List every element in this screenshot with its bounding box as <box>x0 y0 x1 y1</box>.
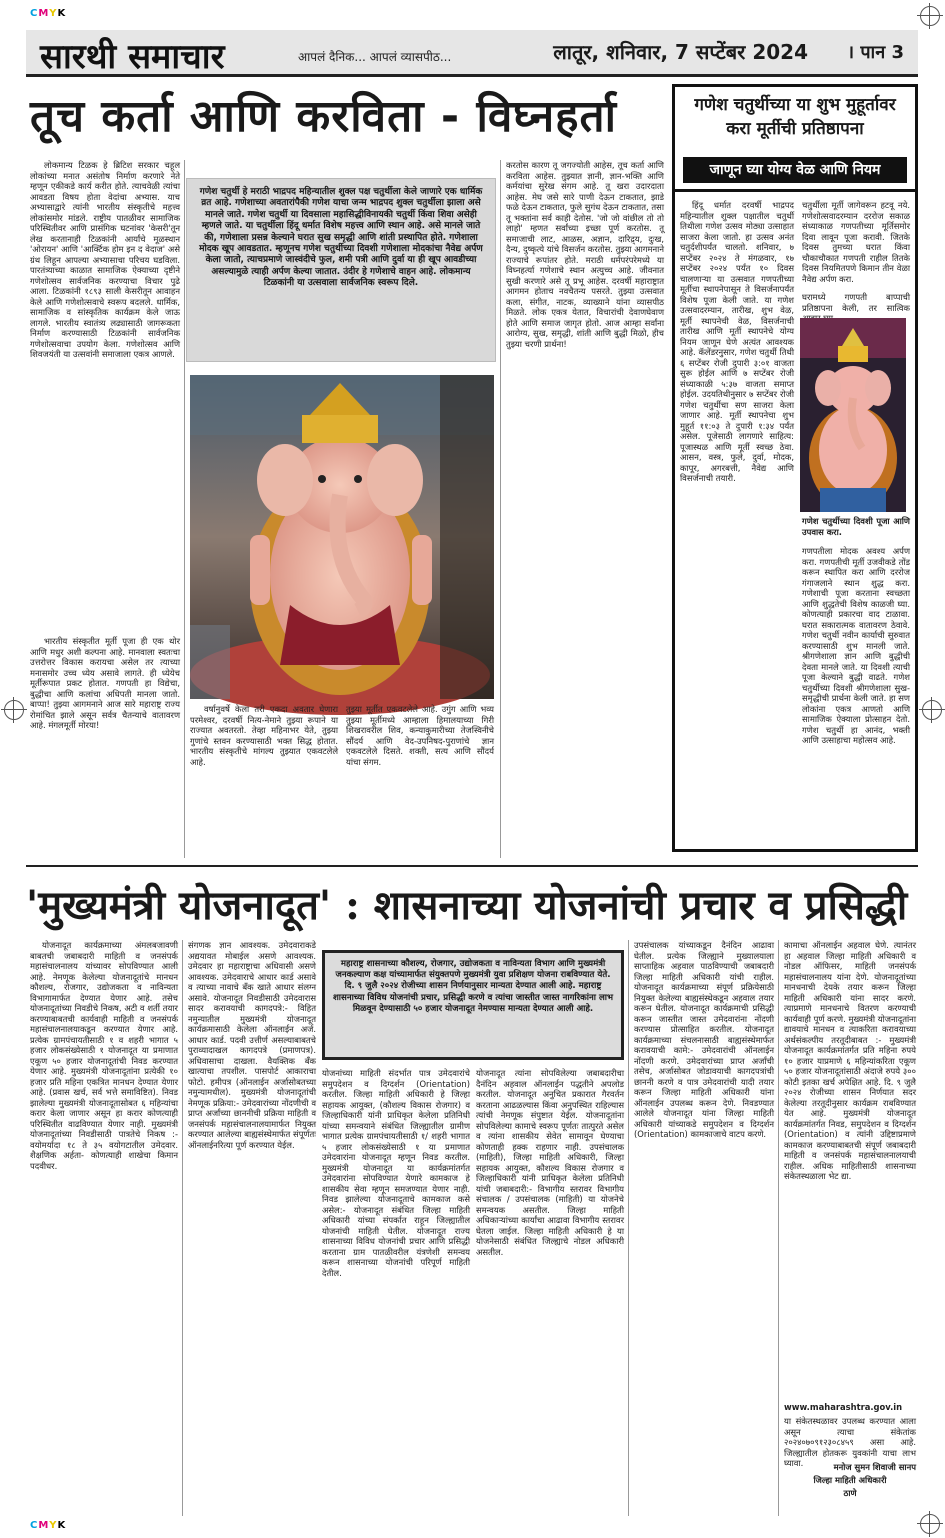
article1-column-3: करतोस कारण तू जगज्योती आहेस, तूच कर्ता आणि करविता आहेस. तुझ्यात ज्ञानी, ज्ञान-भक्ति आणि कर्मयांचा सुरेख संगम आहे. तू खरा उदारदाता आहेस. मेघ जसे सारे पाणी देऊन टाकतात, झाडे फळे देऊन टाकतात, फुले सुगंध देऊन टाकतात, तसा तू भक्तांना सर्व काही देतोस. 'जो जो वांछील तो तो लाहो' म्हणत सर्वांच्या इच्छा पूर्ण करतोस. तू समाजाची लाट, आळस, अज्ञान, दारिद्र्य, दुःख, दैन्य, दुष्कृत्ये यांचे विसर्जन करतोस. तुझ्या आगमनाने राज्याचे रूपांतर होते. मराठी धर्मपरंपरेमध्ये या विघ्नहर्त्या गणेशाचे स्थान अत्युच्च आहे. जीवनात सुखी करणारे असे तू प्रभू आहेस. दरवर्षी महाराष्ट्रात आगमन होताच नवचैतन्य पसरते. तुझ्या उत्सवात कला, संगीत, नाटक, व्याख्याने यांना व्यासपीठ मिळते. लोक एकत्र येतात, विचारांची देवाणघेवाण होते आणि समाज जागृत होतो. आज आम्हा सर्वांना आरोग्य, सुख, समृद्धी, शांती आणि बुद्धी मिळो, हीच तुझ्या चरणी प्रार्थना! <box>506 160 664 349</box>
ganesh-idol-small-photo <box>800 318 906 512</box>
newspaper-tagline: आपलं दैनिक... आपलं व्यासपीठ... <box>298 50 452 64</box>
issue-date: लातूर, शनिवार, 7 सप्टेंबर 2024 <box>553 40 808 64</box>
column-divider <box>778 940 779 1516</box>
masthead <box>26 30 918 77</box>
author-title: जिल्हा माहिती अधिकारी <box>813 1475 887 1485</box>
ganesh-box-subtitle: जाणून घ्या योग्य वेळ आणि नियम <box>683 157 907 183</box>
article2-column-6: कामाचा ऑनलाईन अहवाल घेणे. त्यानंतर हा अहवाल जिल्हा माहिती अधिकारी व नोडल ऑफिसर, माहिती जनसंपर्क महासंचालनालय यांना देणे. योजनादूतांच्या मानधनाची देयके तयार करून जिल्हा माहिती अधिकारी यांना सादर करणे. त्याप्रमाणे मानधनाचे वितरण करण्याची कार्यवाही पूर्ण करणे. मुख्यमंत्री योजनादूतांना द्यावयाचे मानधन व त्याकरिता करावयाच्या अर्थसंकल्पीय तरतूदीबाबत :- मुख्यमंत्री योजनादूत कार्यक्रमांतर्गत प्रति महिना रुपये १० हजार याप्रमाणे ६ महिन्यांकरिता एकूण ५० हजार योजनादूतांसाठी अंदाजे रुपये ३०० कोटी इतका खर्च अपेक्षित आहे. दि. ९ जुलै २०२४ रोजीच्या शासन निर्णयात सदर केलेल्या तरतूदीनुसार कार्यक्रम राबविण्यात येत आहे. मुख्यमंत्री योजनादूत कार्यक्रमांतर्गत निवड, समुपदेशन व दिग्दर्शन (Orientation) व त्यांनी उद्दिष्टाप्रमाणे कामकाज करण्याबाबतची संपूर्ण जबाबदारी माहिती व जनसंपर्क महासंचालनालयाची राहील. अधिक माहितीसाठी शासनाच्या संकेतस्थळाला भेट द्या. <box>784 940 916 1181</box>
article2-column-3: योजनांच्या माहिती संदर्भात पात्र उमेदवारांचे समुपदेशन व दिग्दर्शन (Orientation) करतील. जिल्हा माहिती अधिकारी हे जिल्हा सहायक आयुक्त, (कौशल्य विकास रोजगार) व जिल्हाधिकारी यांनी प्राधिकृत केलेला प्रतिनिधी यांच्या समन्वयाने संबंधित जिल्ह्यातील ग्रामीण भागात प्रत्येक ग्रामपंचायतीसाठी १/ शहरी भागात ५ हजार लोकसंख्येसाठी १ या प्रमाणात उमेदवारांना योजनादूत म्हणून निवड करतील. मुख्यमंत्री योजनादूत या कार्यक्रमांतर्गत उमेदवारांना सोपविण्यात येणारे कामकाज हे शासकीय सेवा म्हणून समजण्यात येणार नाही. निवड झालेल्या योजनादूताचे कामकाज कसे असेल:- योजनादूत संबंधित जिल्हा माहिती अधिकारी यांच्या संपर्कात राहून जिल्ह्यातील योजनांची माहिती घेतील. योजनादूत राज्य शासनाच्या विविध योजनांची प्रचार आणि प्रसिद्धी करताना ग्राम पातळीवरील यंत्रणेशी समन्वय करून शासनाच्या योजनांची परिपूर्ण माहिती देतील. <box>322 1068 470 1278</box>
column-divider <box>182 940 183 1516</box>
registration-mark-icon <box>920 1514 940 1534</box>
column-divider <box>184 160 185 858</box>
article2-column-4: योजनादूत त्यांना सोपविलेल्या जबाबदारीचा दैनंदिन अहवाल ऑनलाईन पद्धतीने अपलोड करतील. योजनादूत अनुचित प्रकारात गैरवर्तन करताना आढळल्यास किंवा अनुपस्थित राहिल्यास त्यांची नेमणूक संपुष्टात येईल. योजनादूतांना सोपविलेल्या कामाचे स्वरूप पूर्णतः तात्पुरते असेल व त्यांना शासकीय सेवेत सामावून घेण्याचा कोणताही हक्क राहणार नाही. उपसंचालक (माहिती), जिल्हा माहिती अधिकारी, जिल्हा सहायक आयुक्त, कौशल्य विकास रोजगार व जिल्हाधिकारी यांनी प्राधिकृत केलेला प्रतिनिधी यांची जबाबदारी:- विभागीय स्तरावर विभागीय संचालक / उपसंचालक (माहिती) या योजनेचे समन्वयक असतील. जिल्हा माहिती अधिकाऱ्यांच्या कार्यांचा आढावा विभागीय स्तरावर घेतला जाईल. जिल्हा माहिती अधिकारी हे या योजनेसाठी संबंधित जिल्ह्याचे नोडल अधिकारी असतील. <box>476 1068 624 1257</box>
article1-column-2a: वर्षानुवर्षे केला तरी एकदा अवतार घेणारा परमेश्वर, दरवर्षी नित्य-नेमाने तुझ्या रूपाने या राज्यात अवतरतो. तेव्हा महिनाभर येते, तुझ्या गुणांचे स्तवन करण्यासाठी भक्त सिद्ध होतात. भारतीय संस्कृतीचे मांगल्य तुझ्यात एकवटलेले आहे. <box>190 704 338 767</box>
ganesh-box-column-b2: घरामध्ये गणपती बाप्पाची प्रतिष्ठापना केली, तर सात्विक <box>802 292 910 313</box>
page-number: । पान 3 <box>847 42 904 63</box>
author-name: मनोज सुमन शिवाजी सानप <box>833 1462 916 1472</box>
column-divider <box>628 940 629 1516</box>
ganesh-box-column-a: हिंदू धर्मात दरवर्षी भाद्रपद महिन्यातील शुक्ल पक्षातील चतुर्थी तिथीला गणेश उत्सव मोठ्या उत्साहात साजरा केला जातो. हा उत्सव अनंत चतुर्दशीपर्यंत चालतो. शनिवार, ७ सप्टेंबर २०२४ ते मंगळवार, १७ सप्टेंबर २०२४ पर्यंत १० दिवस चालणाऱ्या या उत्सवात गणपतीच्या मूर्तीचा स्थापनेपासून ते विसर्जनापर्यंत विशेष पूजा केली जाते. या गणेश उत्सवादरम्यान, तारीख, शुभ वेळ, मूर्ती स्थापनेची वेळ, विसर्जनाची तारीख आणि मूर्ती स्थापनेचे योग्य नियम जाणून घेणे अत्यंत आवश्यक आहे. कॅलेंडरनुसार, गणेश चतुर्थी तिथी ६ सप्टेंबर रोजी दुपारी ३:०१ वाजता सुरू होईल आणि ७ सप्टेंबर रोजी संध्याकाळी ५:३७ वाजता समाप्त होईल. उदयतिथीनुसार ७ सप्टेंबर रोजी गणेश चतुर्थीचा सण साजरा केला जाणार आहे. मूर्ती स्थापनेचा शुभ मुहूर्त ११:०३ ते दुपारी १:३४ पर्यंत असेल. पूजेसाठी लागणारे साहित्य: पूजास्थळ आणि मूर्ती स्वच्छ ठेवा. आसन, वस्त्र, फुले, दुर्वा, मोदक, कापूर, अगरबत्ती, नैवेद्य आणि विसर्जनाची तयारी. <box>680 200 794 483</box>
cmyk-mark-bottom: CMYK <box>30 1520 67 1531</box>
article2-column-1: योजनादूत कार्यक्रमाच्या अंमलबजावणी बाबतची जबाबदारी माहिती व जनसंपर्क महासंचालनालय यांच्यावर सोपविण्यात आली आहे. नेमणूक केलेल्या योजनादूतांचे मानधन कौशल्य, रोजगार, उद्योजकता व नाविन्यता विभागामार्फत देण्यात येणार आहे. तसेच योजनादूतांच्या निवडीचे निकष, अटी व शर्ती तयार करण्याबाबतची कार्यवाही माहिती व जनसंपर्क महासंचालनालयाकडून करण्यात येणार आहे. प्रत्येक ग्रामपंचायतीसाठी १ व शहरी भागात ५ हजार लोकसंख्येसाठी १ योजनादूत या प्रमाणात एकूण ५० हजार योजनादूतांची निवड करण्यात येणार आहे. मुख्यमंत्री योजनादूतांना प्रत्येकी १० हजार प्रति महिना एकत्रित मानधन देण्यात येणार आहे. (प्रवास खर्च, सर्व भत्ते समाविष्टित). निवड झालेल्या मुख्यमंत्री योजनादूतासोबत ६ महिन्यांचा करार केला जाणार असून हा करार कोणत्याही परिस्थितीत वाढविण्यात येणार नाही. मुख्यमंत्री योजनादूतांच्या निवडीसाठी पात्रतेचे निकष :- वयोमर्यादा १८ ते ३५ वयोगटातील उमेदवार. शैक्षणिक अर्हता- कोणत्याही शाखेचा किमान पदवीधर. <box>30 940 178 1171</box>
article1-column-1b: भारतीय संस्कृतीत मूर्ती पूजा ही एक थोर आणि मधुर अशी कल्पना आहे. मानवाला स्वतःचा उत्तरोत्तर विकास करायचा असेल तर त्याच्या मनासमोर उच्च ध्येय असावे लागते. ही ध्येयेच मूर्तीरूपात प्रकट होतात. गणपती हा विद्येचा, बुद्धीचा आणि कलांचा अधिपती मानला जातो. बाप्पा! तुझ्या आगमनाने आज सारे महाराष्ट्र राज्य रोमांचित झाले असून सर्वत्र चैतन्याचे वातावरण आहे. मंगलमूर्ती मोरया! <box>30 636 180 730</box>
ganesh-idol-caption: गणेश चतुर्थीच्या दिवशी पूजा आणि उपवास करा. <box>802 516 910 537</box>
article1-headline: तूच कर्ता आणि करविता - विघ्नहर्ता <box>30 91 618 142</box>
ganesh-box-column-b3: गणपतीला मोदक अवश्य अर्पण करा. गणपतीची मूर्ती उजवीकडे तोंड करून स्थापित करा आणि दररोज गंगाजलाने स्थान शुद्ध करा. गणेशाची पूजा करताना स्वच्छता आणि शुद्धतेची विशेष काळजी घ्या. कोणत्याही प्रकारचा वाद टाळावा. घरात सकारात्मक वातावरण ठेवावे. गणेश चतुर्थी नवीन कार्याची सुरुवात करण्यासाठी शुभ मानली जाते. श्रीगणेशाला ज्ञान आणि बुद्धीची देवता मानले जाते. या दिवशी त्याची पूजा केल्याने बुद्धी वाढते. गणेश चतुर्थीच्या दिवशी श्रीगणेशाला सुख-समृद्धीची प्रार्थना केली जाते. हा सण लोकांना एकत्र आणतो आणि सामाजिक ऐक्याला प्रोत्साहन देतो. गणेश चतुर्थी हा आनंद, भक्ती आणि उत्साहाचा महोत्सव आहे. <box>802 546 910 745</box>
article1-column-2b: तुझ्या मूर्तीत एकवटलेले आहे. उगुंग आणि भव्य तुझ्या मूर्तीमध्ये आम्हाला हिमालयाच्या गिरी शिखरावरील शिव, कन्याकुमारीच्या तेजस्विनीचे सौंदर्य आणि वेद-उपनिषद-पुराणांचे ज्ञान एकवटलेले दिसते. शक्ती, सत्य आणि सौंदर्य यांचा संगम. <box>346 704 494 767</box>
article2-column-2: संगणक ज्ञान आवश्यक. उमेदवाराकडे अद्ययावत मोबाईल असणे आवश्यक. उमेदवार हा महाराष्ट्राचा अधिवासी असणे आवश्यक. उमेदवाराचे आधार कार्ड असावे व त्याच्या नावाचे बँक खाते आधार संलग्न असावे. योजनादूत निवडीसाठी उमेदवारास सादर करावयाची कागदपत्रे:- विहित नमुन्यातील मुख्यमंत्री योजनादूत कार्यक्रमासाठी केलेला ऑनलाईन अर्ज. आधार कार्ड. पदवी उत्तीर्ण असल्याबाबतचे पुराव्यादाखल कागदपत्रे (प्रमाणपत्र). अधिवासाचा दाखला. वैयक्तिक बँक खात्याचा तपशील. पासपोर्ट आकाराचा फोटो. हमीपत्र (ऑनलाईन अर्जासोबतच्या नमुन्यामधील). मुख्यमंत्री योजनादूतांची नेमणूक प्रक्रिया:- उमेदवारांच्या नोंदणीची व प्राप्त अर्जांच्या छाननीची प्रक्रिया माहिती व जनसंपर्क महासंचालनालयामार्फत नियुक्त करण्यात आलेल्या बाह्यसंस्थेमार्फत संपूर्णतः ऑनलाईनरित्या पूर्ण करण्यात येईल. <box>188 940 316 1150</box>
registration-mark-icon <box>4 700 24 720</box>
author-place: ठाणे <box>843 1488 857 1498</box>
ganesh-box-column-b: चतुर्थीला मूर्ती जागेवरून हटवू नये. गणेशोत्सवादरम्यान दररोज सकाळ संध्याकाळ गणपतीच्या मूर्तिसमोर दिवा लावून पूजा करावी. जितके दिवस तुमच्या घरात किंवा चौकाचौकात गणपती राहील तितके दिवस नियमितपणे किमान तीन वेळा नैवेद्य अर्पण करा. <box>802 200 910 284</box>
ganesh-box-title: गणेश चतुर्थीच्या या शुभ मुहूर्तावर करा मूर्तीची प्रतिष्ठापना <box>694 95 896 139</box>
article2-notice-box: महाराष्ट्र शासनाच्या कौशल्य, रोजगार, उद्योजकता व नाविन्यता विभाग आणि मुख्यमंत्री जनकल्याण कक्ष यांच्यामार्फत संयुक्तपणे मुख्यमंत्री युवा प्रशिक्षण योजना राबविण्यात येते. दि. ९ जुलै २०२४ रोजीच्या शासन निर्णयानुसार मान्यता देण्यात आली आहे. महाराष्ट्र शासनाच्या विविध योजनांची प्रचार, प्रसिद्धी करणे व त्यांचा जास्तीत जास्त नागरिकांना लाभ मिळवून देण्यासाठी ५० हजार योजनादूत नेमण्यास मान्यता देण्यात आली आहे. <box>322 950 624 1060</box>
article1-column-1: लोकमान्य टिळक हे ब्रिटिश सरकार चहूल लोकांच्या मनात असंतोष निर्माण करणारे नेते म्हणून एकीकडे कार्य करीत होते. त्याचवेळी त्यांचा आवडता विषय होता वेदांचा अभ्यास. याच अभ्यासाद्वारे त्यांनी भारतीय संस्कृतीचे महत्त्व लोकांसमोर मांडले. राष्ट्रीय पातळीवर सामाजिक परिस्थितीवर आणि प्रासंगिक घटनांवर 'केसरी'तून लेख करतानाही टिळकांनी आर्यांचे मूळस्थान 'ओरायन' आणि 'आर्क्टिक होम इन द वेदाज' असे ग्रंथ लिहून आपल्या अभ्यासाचा परिचय घडविला. पारतंत्र्याच्या काळात सामाजिक ऐक्याच्या दृष्टीने गणेशोत्सव सार्वजनिक करण्याचा विचार पुढे आला. टिळकांनी १८९३ साली केसरीतून आवाहन केले आणि गणेशोत्सवाचे स्वरूप बदलले. धार्मिक, सामाजिक व सांस्कृतिक कार्यक्रम केले जाऊ लागले. भारतीय स्वातंत्र्य लढ्यासाठी जागरूकता निर्माण करण्यासाठी टिळकांनी सार्वजनिक गणेशोत्सवाचा उपयोग केला. गणेशोत्सव आणि शिवजयंती या उत्सवांनी समाजाला एकत्र आणले. <box>30 160 180 359</box>
registration-mark-icon <box>920 6 940 26</box>
ganesh-idol-photo <box>190 375 494 699</box>
newspaper-title: सारथी समाचार <box>40 37 225 77</box>
ganesh-box-header <box>672 84 918 192</box>
article1-intro-box: गणेश चतुर्थी हे मराठी भाद्रपद महिन्यातील शुक्ल पक्ष चतुर्थीला केले जाणारे एक धार्मिक व्रत आहे. गणेशाच्या अवतारांपैकी गणेश याचा जन्म भाद्रपद शुक्ल चतुर्थीला झाला असे मानले जाते. गणेश चतुर्थी या दिवसाला महासिद्धीविनायकी चतुर्थी किंवा शिवा असेही म्हणले जाते. या चतुर्थीला हिंदू धर्मात विशेष महत्त्व आणि स्थान आहे. असे मानले जाते की, गणेशाला प्रसन्न केल्याने घरात सुख समृद्धी आणि शांती प्रस्थापित होते. गणेशाला मोदक खूप आवडतात. म्हणूनच गणेश चतुर्थीच्या दिवशी गणेशाला मोदकांचा नैवेद्य अर्पण केला जातो, त्याचप्रमाणे जास्वंदीचे फुल, शमी पत्री आणि दुर्वा या ही खूप आवडीच्या असल्यामुळे त्याही अर्पण केल्या जातात. उंदीर हे गणेशाचे वाहन आहे. लोकमान्य टिळकांनी या उत्सवाला सार्वजनिक स्वरूप दिले. <box>186 178 496 362</box>
column-divider <box>500 160 501 858</box>
article2-column-5: उपसंचालक यांच्याकडून दैनंदिन आढावा घेतील. प्रत्येक जिल्ह्याने मुख्यालयाला साप्ताहिक अहवाल पाठविण्याची जबाबदारी जिल्हा माहिती अधिकारी यांची राहील. योजनादूत कार्यक्रमाच्या संपूर्ण प्रक्रियेसाठी नियुक्त केलेल्या बाह्यसंस्थेकडून अहवाल तयार करून घेतील. योजनादूत कार्यक्रमाची प्रसिद्धी करून जास्तीत जास्त उमेदवारांना नोंदणी करण्यास प्रोत्साहित करतील. योजनादूत कार्यक्रमाच्या संचलनासाठी बाह्यसंस्थेमार्फत करावयाची कामे:- उमेदवारांची ऑनलाईन नोंदणी करणे. उमेदवारांच्या प्राप्त अर्जांची तसेच, अर्जासोबत जोडावयाची कागदपत्रांची छाननी करणे व पात्र उमेदवारांची यादी तयार करून जिल्हा माहिती अधिकारी यांना ऑनलाईन उपलब्ध करून देणे. निवडण्यात आलेले योजनादूत यांना जिल्हा माहिती अधिकारी यांच्याकडे समुपदेशन व दिग्दर्शन (Orientation) कामकाजाचे वाटप करणे. <box>634 940 774 1139</box>
cmyk-mark-top: CMYK <box>30 8 67 19</box>
article2-headline: 'मुख्यमंत्री योजनादूत' : शासनाच्या योजनांची प्रचार व प्रसिद्धी <box>26 882 908 929</box>
article2-column-6b: या संकेतस्थळावर उपलब्ध करण्यात आला असून त्याचा संकेतांक २०२४०७०९१२३०८४५९ असा आहे. जिल्ह्यातील होतकरू युवकांनी याचा लाभ घ्यावा. <box>784 1416 916 1468</box>
registration-mark-icon <box>922 700 942 720</box>
section-divider <box>26 865 918 867</box>
government-website-link[interactable]: www.maharashtra.gov.in <box>784 1402 903 1412</box>
